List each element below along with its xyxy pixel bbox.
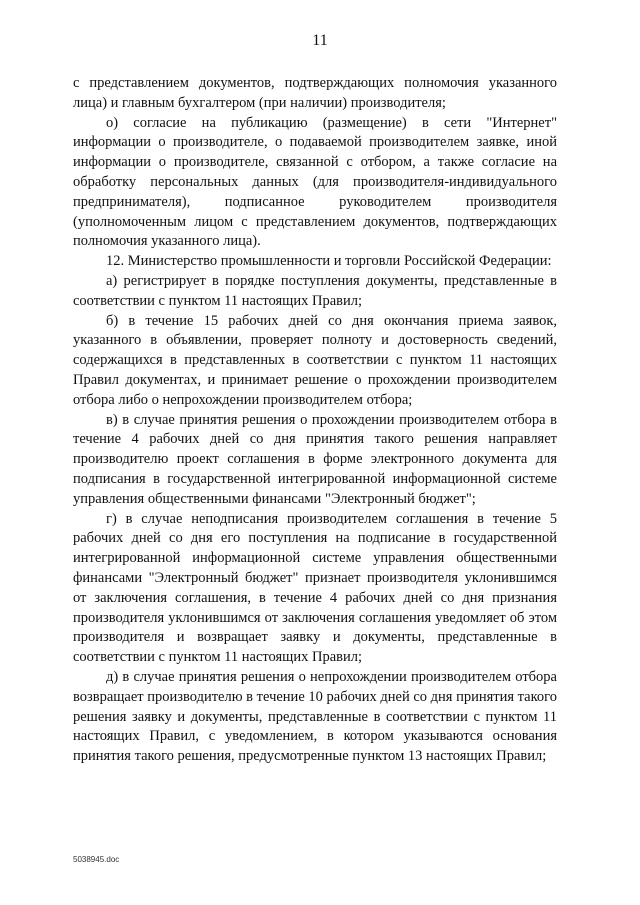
paragraph-continuation: с представлением документов, подтверждающих полномочия указанного лица) и главным бухгалтером (при наличии) производителя; (73, 75, 557, 111)
paragraph-section-12: 12. Министерство промышленности и торговли Российской Федерации: (106, 253, 552, 270)
document-file-code: 5038945.doc (73, 855, 120, 864)
paragraph-item-o: о) согласие на публикацию (размещение) в сети "Интернет" информации о производителе, о подаваемой производителем заявке, иной информации о производителе, связанной с отбором, а также согласие на обработку персональных данных (для производителя-индивидуального предпринимателя), подписанное руководителем производителя (уполномоченным лицом с представлением документов, подтверждающих полномочия указанного лица). (73, 114, 557, 250)
paragraph-item-b: б) в течение 15 рабочих дней со дня окончания приема заявок, указанного в объявлении, проверяет полноту и достоверность сведений, содержащихся в представленных в соответствии с пунктом 11 настоящих Правил документах, и принимает решение о прохождении производителем отбора либо о непрохождении производителем отбора; (73, 312, 557, 408)
document-body (73, 74, 557, 767)
paragraph-item-d: д) в случае принятия решения о непрохождении производителем отбора возвращает производителю в течение 10 рабочих дней со дня принятия такого решения заявку и документы, представленные в соответствии с пунктом 11 настоящих Правил, с уведомлением, в котором указываются основания принятия такого решения, предусмотренные пунктом 13 настоящих Правил; (73, 668, 558, 765)
paragraph-item-g: г) в случае неподписания производителем соглашения в течение 5 рабочих дней со дня его поступления на подписание в государственной интегрированной информационной системе управления общественными финансами "Электронный бюджет" признает производителя уклонившимся от заключения соглашения, в течение 4 рабочих дней со дня признания производителя уклонившимся от заключения соглашения уведомляет об этом производителя и возвращает заявку и документы, представленные в соответствии с пунктом 11 настоящих Правил; (73, 510, 557, 666)
paragraph-item-v: в) в случае принятия решения о прохождении производителем отбора в течение 4 рабочих дней со дня принятия такого решения направляет производителю проект соглашения в форме электронного документа для подписания в государственной интегрированной информационной системе управления общественными финансами "Электронный бюджет"; (73, 411, 557, 507)
paragraph-item-a: а) регистрирует в порядке поступления документы, представленные в соответствии с пунктом 11 настоящих Правил; (73, 272, 557, 309)
page-number: 11 (312, 32, 328, 49)
